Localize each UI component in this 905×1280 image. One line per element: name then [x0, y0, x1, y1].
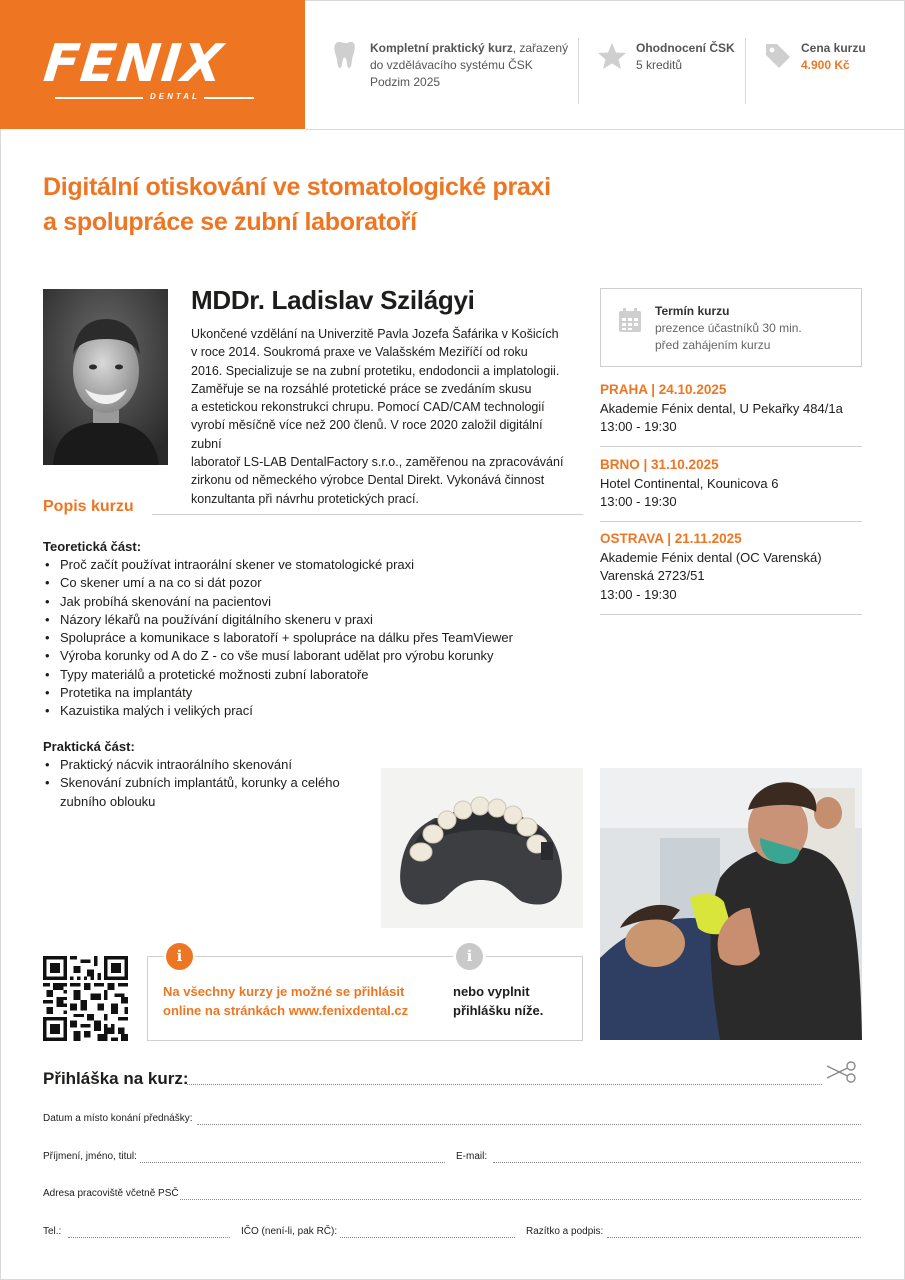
brand-logo: FENIX: [40, 34, 227, 94]
venue-divider: [600, 446, 862, 447]
venue-address: Hotel Continental, Kounicova 6: [600, 475, 779, 491]
term-info: [655, 303, 802, 354]
speaker-bio-line: Zaměřuje se na rozsáhlé protetické práce se zvedáním skusu: [191, 381, 532, 396]
header-separator: [578, 38, 579, 104]
list-item: • Výroba korunky od A do Z - co vše musí laborant udělat pro výrobu korunky: [43, 647, 573, 665]
header-bottom-divider: [305, 129, 905, 130]
dental-model-photo: [381, 768, 583, 928]
list-item: • Praktický nácvik intraorálního skenování: [43, 756, 363, 774]
venue-divider: [600, 614, 862, 615]
course-season: Podzim 2025: [370, 75, 441, 89]
logo-underline-left: [55, 97, 143, 99]
speaker-bio-line: v roce 2014. Soukromá praxe ve Valašském Meziříčí od roku: [191, 345, 528, 360]
price-info: [801, 40, 866, 74]
speaker-bio-line: konzultanta při návrhu protetických prací.: [191, 491, 419, 506]
price-value: 4.900 Kč: [801, 58, 850, 72]
title-dotted-line: [187, 1084, 822, 1085]
list-item: • Proč začít používat intraorální skener ve stomatologické praxi: [43, 556, 573, 574]
header-separator: [745, 38, 746, 104]
form-registration-line: přihlášku níže.: [453, 1003, 544, 1018]
venue-divider: [600, 521, 862, 522]
signature-field[interactable]: [607, 1237, 861, 1238]
venue-city-date: BRNO | 31.10.2025: [600, 457, 719, 472]
brand-sub: DENTAL: [150, 92, 200, 101]
scissors-icon: [826, 1060, 858, 1084]
dental-procedure-photo: [600, 768, 862, 1040]
signature-label: Razítko a podpis:: [526, 1226, 604, 1237]
venue-time: 13:00 - 19:30: [600, 494, 677, 509]
course-system-line: do vzdělávacího systému ČSK: [370, 58, 533, 72]
address-field[interactable]: [180, 1199, 861, 1200]
venue-praha: [600, 381, 862, 437]
list-item: • Typy materiálů a protetické možnosti zubní laboratoře: [43, 666, 573, 684]
address-label: Adresa pracoviště včetně PSČ: [43, 1188, 179, 1199]
email-label: E-mail:: [456, 1151, 488, 1162]
rating-value: 5 kreditů: [636, 58, 683, 72]
price-tag-icon: [764, 42, 792, 70]
venue-city-date: OSTRAVA | 21.11.2025: [600, 531, 742, 546]
online-registration-link[interactable]: online na stránkách www.fenixdental.cz: [163, 1003, 409, 1018]
speaker-bio-line: zirkonu od německého výrobce Dental Direkt. Vykonává činnost: [191, 473, 545, 488]
speaker-bio-line: Ukončené vzdělání na Univerzitě Pavla Jozefa Šafárika v Košicích: [191, 327, 559, 341]
rating-label: Ohodnocení ČSK: [636, 41, 735, 55]
tooth-icon: [333, 40, 359, 70]
venue-address-2: Varenská 2723/51: [600, 568, 705, 583]
term-line: prezence účastníků 30 min.: [655, 321, 802, 335]
speaker-photo: [43, 289, 168, 465]
theory-heading: Teoretická část:: [43, 539, 142, 554]
speaker-bio-line: a estetickou rekonstrukci chrupu. Pomocí CAD/CAM technologií: [191, 400, 545, 415]
list-item: • Názory lékařů na používání digitálního skeneru v praxi: [43, 611, 573, 629]
speaker-bio-line: vyrobí měsíčně více než 200 členů. V roce 2020 založil digitální zubní: [191, 418, 543, 451]
email-field[interactable]: [493, 1162, 861, 1163]
list-item-text: zubního oblouku: [60, 793, 156, 809]
ico-field[interactable]: [340, 1237, 515, 1238]
practice-list: [43, 756, 363, 811]
venue-address: Akademie Fénix dental (OC Varenská): [600, 549, 822, 565]
list-item: • Protetika na implantáty: [43, 684, 573, 702]
logo-underline-right: [204, 97, 254, 99]
date-place-label: Datum a místo konání přednášky:: [43, 1113, 193, 1124]
list-item: • Spolupráce a komunikace s laboratoří + spolupráce na dálku přes TeamViewer: [43, 629, 573, 647]
venue-brno: [600, 456, 862, 512]
speaker-name: MDDr. Ladislav Szilágyi: [191, 285, 475, 315]
term-line: před zahájením kurzu: [655, 338, 771, 352]
theory-list: [43, 556, 573, 721]
course-title-line1: Digitální otiskování ve stomatologické praxi: [43, 173, 551, 201]
venue-time: 13:00 - 19:30: [600, 419, 677, 434]
ico-label: IČO (není-li, pak RČ):: [241, 1226, 338, 1237]
name-label: Příjmení, jméno, titul:: [43, 1151, 137, 1162]
practice-heading: Praktická část:: [43, 739, 135, 754]
date-place-field[interactable]: [197, 1124, 861, 1125]
course-title-line2: a spolupráce se zubní laboratoří: [43, 208, 417, 236]
venue-time: 13:00 - 19:30: [600, 586, 677, 602]
course-type-rest: , zařazený: [512, 41, 569, 55]
list-item: • Kazuistika malých i velikých prací: [43, 702, 573, 720]
list-item: [43, 774, 363, 811]
rating-info: [636, 40, 735, 74]
course-title: [43, 170, 551, 240]
info-icon: i: [456, 943, 483, 970]
venue-city-date: PRAHA | 24.10.2025: [600, 382, 727, 397]
term-label: Termín kurzu: [655, 304, 730, 318]
course-type-bold: Kompletní praktický kurz: [370, 41, 513, 55]
list-item: • Jak probíhá skenování na pacientovi: [43, 593, 573, 611]
registration-form-title: Přihláška na kurz:: [43, 1069, 189, 1088]
form-registration-line: nebo vyplnit: [453, 984, 530, 999]
info-box-top-border: [195, 956, 453, 957]
info-box-top-border: [486, 956, 583, 957]
list-item-text: Skenování zubních implantátů, korunky a celého: [60, 775, 340, 791]
info-box-top-border: [147, 956, 164, 957]
price-label: Cena kurzu: [801, 41, 866, 55]
name-field[interactable]: [140, 1162, 445, 1163]
tel-label: Tel.:: [43, 1226, 62, 1237]
course-type-info: [370, 40, 568, 91]
speaker-bio-line: 2016. Specializuje se na zubní protetiku, endodoncii a implatologii.: [191, 363, 560, 378]
form-registration-text: [453, 982, 543, 1020]
speaker-bio-line: laboratoř LS-LAB DentalFactory s.r.o., zaměřenou na zpracovávání: [191, 455, 564, 470]
online-registration-line: Na všechny kurzy je možné se přihlásit: [163, 984, 405, 999]
speaker-bio: [191, 325, 576, 508]
online-registration-text: [163, 982, 408, 1020]
star-icon: [597, 42, 627, 70]
venue-address: Akademie Fénix dental, U Pekařky 484/1a: [600, 400, 843, 416]
list-item: • Co skener umí a na co si dát pozor: [43, 574, 573, 592]
qr-code[interactable]: [43, 956, 128, 1041]
course-description-heading: Popis kurzu: [43, 498, 134, 515]
tel-field[interactable]: [68, 1237, 230, 1238]
calendar-icon: [618, 307, 642, 333]
venue-ostrava: [600, 530, 862, 604]
info-icon: i: [166, 943, 193, 970]
course-heading-rule: [152, 514, 583, 515]
